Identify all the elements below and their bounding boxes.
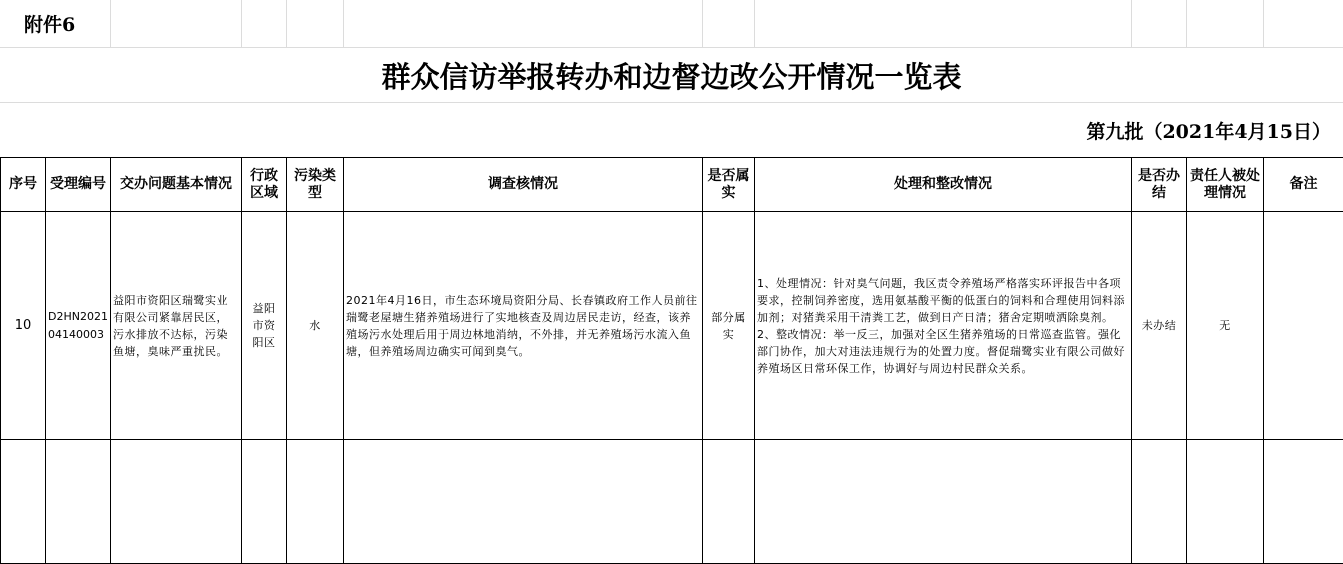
empty-cell[interactable] bbox=[344, 440, 703, 564]
cell-completed[interactable]: 未办结 bbox=[1132, 212, 1187, 440]
empty-cell[interactable] bbox=[111, 440, 242, 564]
cell-issue[interactable]: 益阳市资阳区瑞鹭实业有限公司紧靠居民区，污水排放不达标，污染鱼塘，臭味严重扰民。 bbox=[111, 212, 242, 440]
header-code[interactable]: 受理编号 bbox=[46, 158, 111, 212]
cell-verified[interactable]: 部分属实 bbox=[703, 212, 755, 440]
cell-pollution[interactable]: 水 bbox=[287, 212, 344, 440]
cell-seq[interactable]: 10 bbox=[1, 212, 46, 440]
header-handling[interactable]: 处理和整改情况 bbox=[755, 158, 1132, 212]
header-completed[interactable]: 是否办结 bbox=[1132, 158, 1187, 212]
empty-cell[interactable] bbox=[755, 440, 1132, 564]
gridline bbox=[286, 0, 287, 47]
header-remark[interactable]: 备注 bbox=[1264, 158, 1343, 212]
empty-cell[interactable] bbox=[1, 440, 46, 564]
empty-cell[interactable] bbox=[1264, 440, 1343, 564]
empty-cell[interactable] bbox=[287, 440, 344, 564]
cell-investigation[interactable]: 2021年4月16日，市生态环境局资阳分局、长春镇政府工作人员前往瑞鹭老屋塘生猪养殖场进行了实地核查及周边居民走访，经查，该养殖场污水处理后用于周边林地消纳，不外排，并无养殖场污水流入鱼塘，但养殖场周边确实可闻到臭气。 bbox=[344, 212, 703, 440]
cell-region[interactable]: 益阳市资阳区 bbox=[242, 212, 287, 440]
cell-handling[interactable]: 1、处理情况：针对臭气问题，我区责令养殖场严格落实环评报告中各项要求，控制饲养密度，选用氨基酸平衡的低蛋白的饲料和合理使用饲料添加剂；对猪粪采用干清粪工艺，做到日产日清；猪舍定期喷洒除臭剂。 2、整改情况：举一反三，加强对全区生猪养殖场的日常巡查监管。强化部门协作，加大对违法违规行为的处置力度。督促瑞鹭实业有限公司做好养殖场区日常环保工作，协调好与周边村民群众关系。 bbox=[755, 212, 1132, 440]
header-seq[interactable]: 序号 bbox=[1, 158, 46, 212]
gridline bbox=[1186, 0, 1187, 47]
cell-responsible[interactable]: 无 bbox=[1187, 212, 1264, 440]
header-investigation[interactable]: 调查核情况 bbox=[344, 158, 703, 212]
empty-cell[interactable] bbox=[46, 440, 111, 564]
empty-cell[interactable] bbox=[242, 440, 287, 564]
report-table bbox=[0, 157, 1343, 564]
header-issue[interactable]: 交办问题基本情况 bbox=[111, 158, 242, 212]
gridline bbox=[702, 0, 703, 47]
table-row-empty bbox=[1, 440, 1343, 564]
page-title[interactable]: 群众信访举报转办和边督边改公开情况一览表 bbox=[0, 47, 1343, 103]
cell-remark[interactable] bbox=[1264, 212, 1343, 440]
empty-cell[interactable] bbox=[1132, 440, 1187, 564]
cell-code[interactable]: D2HN202104140003 bbox=[46, 212, 111, 440]
gridline bbox=[343, 0, 344, 47]
gridline bbox=[754, 0, 755, 47]
header-verified[interactable]: 是否属实 bbox=[703, 158, 755, 212]
header-responsible[interactable]: 责任人被处理情况 bbox=[1187, 158, 1264, 212]
batch-label[interactable]: 第九批（2021年4月15日） bbox=[0, 103, 1343, 157]
gridline bbox=[1263, 0, 1264, 47]
table-header-row bbox=[1, 158, 1343, 212]
empty-cell[interactable] bbox=[1187, 440, 1264, 564]
gridline bbox=[110, 0, 111, 47]
attachment-label[interactable]: 附件6 bbox=[0, 0, 110, 47]
table-row bbox=[1, 212, 1343, 440]
empty-cell[interactable] bbox=[703, 440, 755, 564]
gridline bbox=[1131, 0, 1132, 47]
header-region[interactable]: 行政区域 bbox=[242, 158, 287, 212]
gridline bbox=[241, 0, 242, 47]
header-pollution[interactable]: 污染类型 bbox=[287, 158, 344, 212]
